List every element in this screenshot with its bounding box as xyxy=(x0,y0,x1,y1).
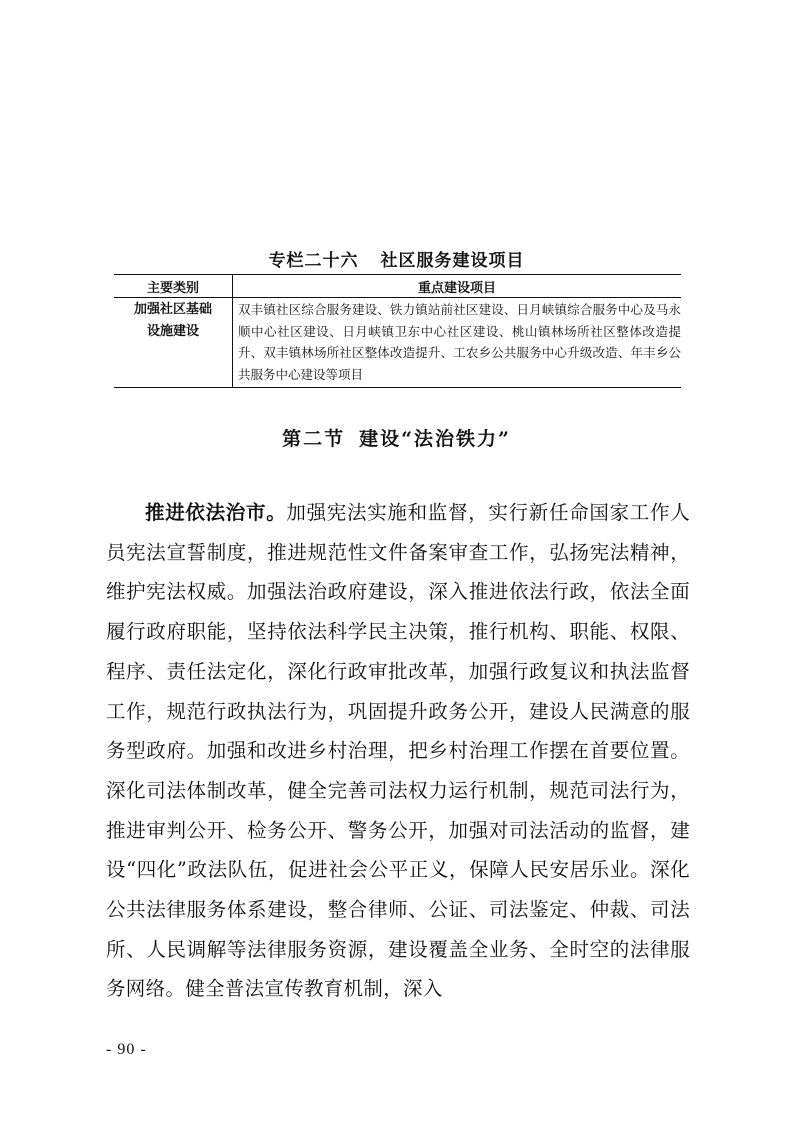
section-title: 建设“法治铁力” xyxy=(359,428,511,450)
paragraph-text: 加强宪法实施和监督，实行新任命国家工作人员宪法宣誓制度，推进规范性文件备案审查工作，弘扬宪法精神，维护宪法权威。加强法治政府建设，深入推进依法行政，依法全面履行政府职能，坚持依法科学民主决策，推行机构、职能、权限、程序、责任法定化，深化行政审批改革，加强行政复议和执法监督工作，规范行政执法行为，巩固提升政务公开，建设人民满意的服务型政府。加强和改进乡村治理，把乡村治理工作摆在首要位置。深化司法体制改革，健全完善司法权力运行机制，规范司法行为，推进审判公开、检务公开、警务公开，加强对司法活动的监督，建设“四化”政法队伍，促进社会公平正义，保障人民安居乐业。深化公共法律服务体系建设，整合律师、公证、司法鉴定、仲裁、司法所、人民调解等法律服务资源，建设覆盖全业务、全时空的法律服务网络。健全普法宣传教育机制，深入 xyxy=(106,501,690,1001)
row-projects: 双丰镇社区综合服务建设、铁力镇站前社区建设、日月峡镇综合服务中心及马永顺中心社区建设、日月峡镇卫东中心社区建设、桃山镇林场所社区整体改造提升、双丰镇林场所社区整体改造提升、工农乡公共服务中心升级改造、年丰乡公共服务中心建设等项目 xyxy=(233,298,682,388)
table-row xyxy=(114,298,681,388)
box-title-number: 专栏二十六 xyxy=(268,251,359,271)
row-category-line-1: 加强社区基础 xyxy=(133,302,212,317)
section-heading xyxy=(0,424,793,451)
header-projects: 重点建设项目 xyxy=(233,275,682,298)
row-category xyxy=(114,298,233,388)
box-title-text: 社区服务建设项目 xyxy=(380,251,525,271)
paragraph-lead: 推进依法治市。 xyxy=(145,501,287,524)
header-category: 主要类别 xyxy=(114,275,233,298)
body-paragraph xyxy=(106,493,690,1009)
table-header-row xyxy=(114,275,681,298)
section-number: 第二节 xyxy=(282,428,346,450)
project-table xyxy=(114,274,681,388)
page-number: - 90 - xyxy=(106,1041,147,1058)
row-category-line-2: 设施建设 xyxy=(146,324,199,339)
box-title xyxy=(0,246,793,271)
